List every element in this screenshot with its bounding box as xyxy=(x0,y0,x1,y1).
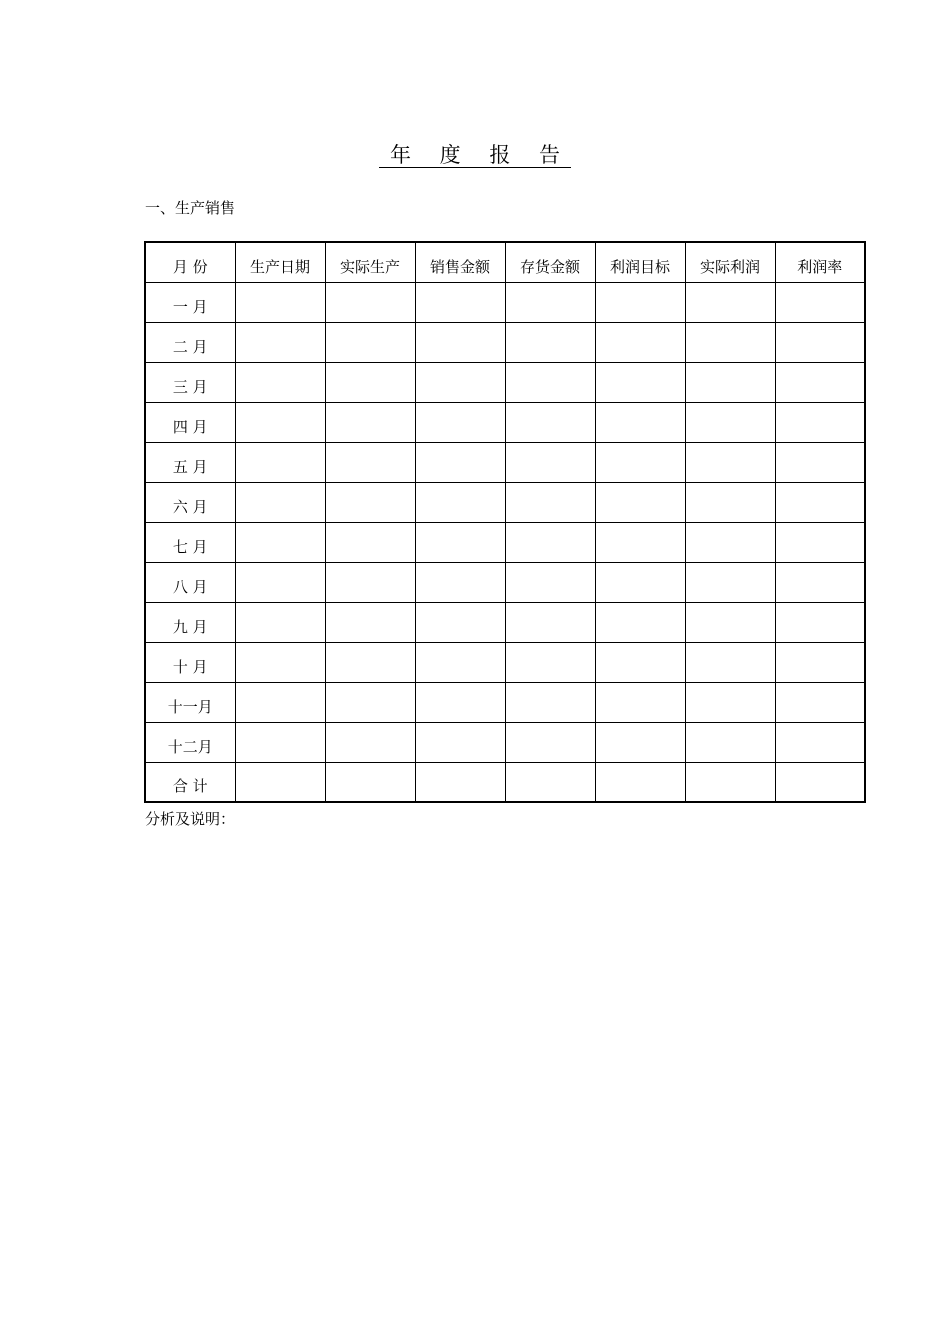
table-cell xyxy=(595,402,685,442)
table-row xyxy=(145,642,865,682)
table-cell xyxy=(325,362,415,402)
header-month-label: 月 份 xyxy=(172,257,208,276)
table-cell xyxy=(415,682,505,722)
table-cell xyxy=(505,442,595,482)
table-cell xyxy=(415,362,505,402)
table-cell xyxy=(595,522,685,562)
table-cell xyxy=(595,602,685,642)
table-cell xyxy=(685,562,775,602)
row-label-cell xyxy=(145,722,235,762)
table-cell xyxy=(775,282,865,322)
table-cell xyxy=(595,322,685,362)
table-cell xyxy=(595,362,685,402)
header-production-date xyxy=(235,242,325,282)
table-cell xyxy=(595,762,685,802)
table-cell xyxy=(505,762,595,802)
table-cell xyxy=(415,442,505,482)
table-cell xyxy=(685,602,775,642)
table-cell xyxy=(775,322,865,362)
table-cell xyxy=(505,642,595,682)
table-cell xyxy=(685,722,775,762)
annual-report-table xyxy=(144,241,866,803)
table-row xyxy=(145,402,865,442)
table-cell xyxy=(325,442,415,482)
header-profit-target xyxy=(595,242,685,282)
table-cell xyxy=(775,722,865,762)
row-label: 九 月 xyxy=(172,617,208,636)
table-cell xyxy=(325,562,415,602)
header-sales-amount-label: 销售金额 xyxy=(429,257,490,276)
page-title xyxy=(0,141,950,169)
table-cell xyxy=(775,562,865,602)
table-cell xyxy=(415,602,505,642)
row-label-cell xyxy=(145,682,235,722)
table-cell xyxy=(235,562,325,602)
table-cell xyxy=(415,762,505,802)
table-row xyxy=(145,482,865,522)
row-label: 合 计 xyxy=(172,777,208,796)
row-label-cell xyxy=(145,562,235,602)
table-row xyxy=(145,602,865,642)
table-cell xyxy=(415,402,505,442)
header-month xyxy=(145,242,235,282)
table-cell xyxy=(325,762,415,802)
table-cell xyxy=(505,322,595,362)
row-label-cell xyxy=(145,442,235,482)
table-cell xyxy=(415,562,505,602)
table-cell xyxy=(235,402,325,442)
table-cell xyxy=(235,362,325,402)
header-actual-production xyxy=(325,242,415,282)
table-cell xyxy=(325,482,415,522)
table-cell xyxy=(415,322,505,362)
row-label: 十二月 xyxy=(167,737,213,756)
table-cell xyxy=(235,682,325,722)
row-label-cell xyxy=(145,282,235,322)
header-profit-rate xyxy=(775,242,865,282)
table-row xyxy=(145,282,865,322)
table-cell xyxy=(235,482,325,522)
row-label-cell xyxy=(145,482,235,522)
table-cell xyxy=(775,402,865,442)
table-cell xyxy=(685,482,775,522)
table-cell xyxy=(685,522,775,562)
table-cell xyxy=(595,682,685,722)
table-cell xyxy=(325,682,415,722)
table-cell xyxy=(325,402,415,442)
row-label-cell xyxy=(145,362,235,402)
table-row xyxy=(145,522,865,562)
table-row xyxy=(145,362,865,402)
row-label: 二 月 xyxy=(172,337,208,356)
table-row xyxy=(145,762,865,802)
table-cell xyxy=(325,322,415,362)
table-cell xyxy=(505,602,595,642)
row-label: 七 月 xyxy=(172,537,208,556)
table-cell xyxy=(325,722,415,762)
table-cell xyxy=(685,682,775,722)
table-cell xyxy=(685,282,775,322)
table-cell xyxy=(775,522,865,562)
table-cell xyxy=(505,282,595,322)
row-label: 一 月 xyxy=(172,297,208,316)
table-cell xyxy=(325,282,415,322)
table-cell xyxy=(235,762,325,802)
row-label: 三 月 xyxy=(172,377,208,396)
table-cell xyxy=(235,442,325,482)
table-row xyxy=(145,562,865,602)
row-label-cell xyxy=(145,322,235,362)
table-cell xyxy=(415,722,505,762)
table-cell xyxy=(235,722,325,762)
table-cell xyxy=(505,522,595,562)
row-label-cell xyxy=(145,642,235,682)
row-label: 八 月 xyxy=(172,577,208,596)
table-cell xyxy=(775,442,865,482)
table-row xyxy=(145,322,865,362)
row-label: 五 月 xyxy=(172,457,208,476)
header-production-date-label: 生产日期 xyxy=(249,257,310,276)
table-cell xyxy=(685,322,775,362)
table-cell xyxy=(595,442,685,482)
table-cell xyxy=(685,362,775,402)
row-label-cell xyxy=(145,522,235,562)
header-profit-rate-label: 利润率 xyxy=(797,257,843,276)
header-actual-production-label: 实际生产 xyxy=(339,257,400,276)
page-title-text: 年 度 报 告 xyxy=(379,143,571,168)
table-header-row xyxy=(145,242,865,282)
table-cell xyxy=(595,482,685,522)
table-body xyxy=(145,282,865,802)
table-cell xyxy=(505,402,595,442)
table-cell xyxy=(595,642,685,682)
row-label-cell xyxy=(145,402,235,442)
table-row xyxy=(145,442,865,482)
table-cell xyxy=(685,442,775,482)
header-actual-profit-label: 实际利润 xyxy=(699,257,760,276)
table-cell xyxy=(775,602,865,642)
row-label: 十 月 xyxy=(172,657,208,676)
table-cell xyxy=(235,602,325,642)
table-cell xyxy=(325,522,415,562)
table-cell xyxy=(505,682,595,722)
table-cell xyxy=(505,562,595,602)
table-cell xyxy=(325,602,415,642)
row-label: 六 月 xyxy=(172,497,208,516)
header-inventory-amount xyxy=(505,242,595,282)
table-cell xyxy=(775,682,865,722)
header-inventory-amount-label: 存货金额 xyxy=(519,257,580,276)
header-profit-target-label: 利润目标 xyxy=(609,257,670,276)
section-heading: 一、生产销售 xyxy=(145,199,236,217)
table-cell xyxy=(325,642,415,682)
table-cell xyxy=(595,562,685,602)
table-cell xyxy=(505,722,595,762)
analysis-note-label: 分析及说明： xyxy=(145,810,236,828)
table-cell xyxy=(685,402,775,442)
row-label: 十一月 xyxy=(167,697,213,716)
table-cell xyxy=(415,522,505,562)
header-actual-profit xyxy=(685,242,775,282)
table-cell xyxy=(415,282,505,322)
table-cell xyxy=(775,482,865,522)
table-cell xyxy=(235,282,325,322)
table-cell xyxy=(775,762,865,802)
table-cell xyxy=(235,522,325,562)
row-label: 四 月 xyxy=(172,417,208,436)
row-label-cell xyxy=(145,602,235,642)
table-cell xyxy=(595,282,685,322)
table-cell xyxy=(685,642,775,682)
header-sales-amount xyxy=(415,242,505,282)
table-cell xyxy=(235,322,325,362)
table-cell xyxy=(505,362,595,402)
table-cell xyxy=(235,642,325,682)
table-cell xyxy=(415,482,505,522)
table-row xyxy=(145,722,865,762)
table-row xyxy=(145,682,865,722)
table-cell xyxy=(775,362,865,402)
table-cell xyxy=(415,642,505,682)
table-cell xyxy=(505,482,595,522)
table-cell xyxy=(685,762,775,802)
table-cell xyxy=(775,642,865,682)
table-cell xyxy=(595,722,685,762)
row-label-cell xyxy=(145,762,235,802)
